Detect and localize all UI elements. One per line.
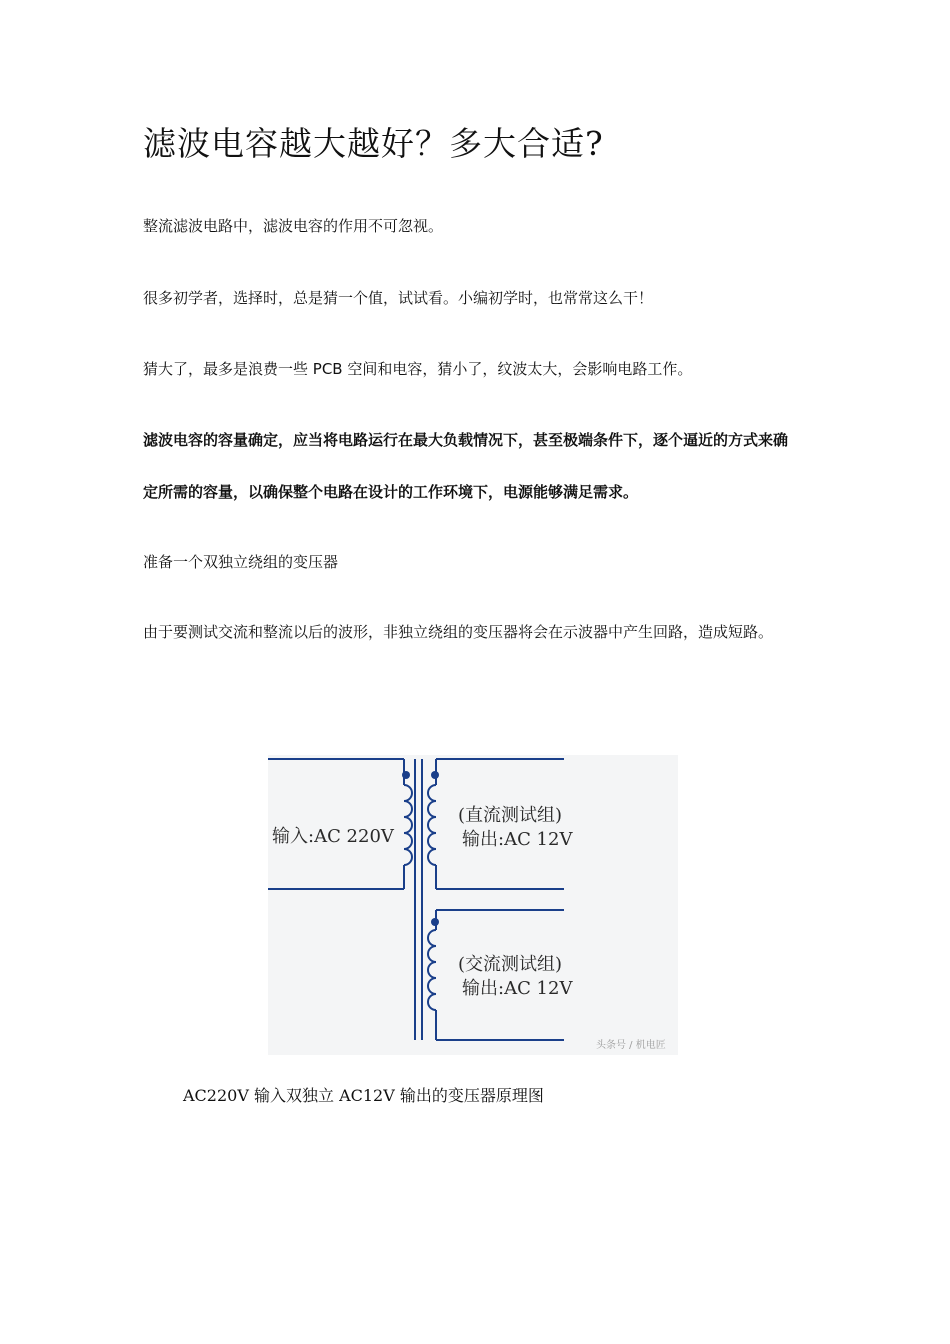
primary-dot-marker [402,771,410,779]
paragraph-guess: 猜大了，最多是浪费一些 PCB 空间和电容，猜小了，纹波太大，会影响电路工作。 [143,360,693,378]
dc-output-label: 输出:AC 12V [462,829,573,850]
secondary1-coil [428,785,436,865]
page-title: 滤波电容越大越好？多大合适? [143,124,604,163]
paragraph-key-point: 滤波电容的容量确定，应当将电路运行在最大负载情况下，甚至极端条件下，逐个逼近的方式来确定所需的容量，以确保整个电路在设计的工作环境下，电源能够满足需求。 [143,431,789,501]
paragraph-intro: 整流滤波电路中，滤波电容的作用不可忽视。 [143,217,444,235]
primary-coil [404,785,412,865]
transformer-diagram [268,755,678,1055]
secondary1-dot-marker [431,771,439,779]
ac-group-label: (交流测试组) [458,954,563,975]
paragraph-reason: 由于要测试交流和整流以后的波形，非独立绕组的变压器将会在示波器中产生回路，造成短路。 [143,623,774,641]
dc-group-label: (直流测试组) [458,805,563,826]
transformer-schematic [268,755,678,1055]
paragraph-prepare: 准备一个双独立绕组的变压器 [143,553,339,571]
watermark: 头条号 / 机电匠 [596,1040,666,1051]
secondary2-dot-marker [431,918,439,926]
secondary2-coil [428,930,436,1010]
ac-output-label: 输出:AC 12V [462,978,573,999]
paragraph-beginners: 很多初学者，选择时，总是猜一个值，试试看。小编初学时，也常常这么干！ [143,289,654,307]
figure-caption: AC220V 输入双独立 AC12V 输出的变压器原理图 [183,1086,544,1105]
input-label: 输入:AC 220V [272,826,394,847]
